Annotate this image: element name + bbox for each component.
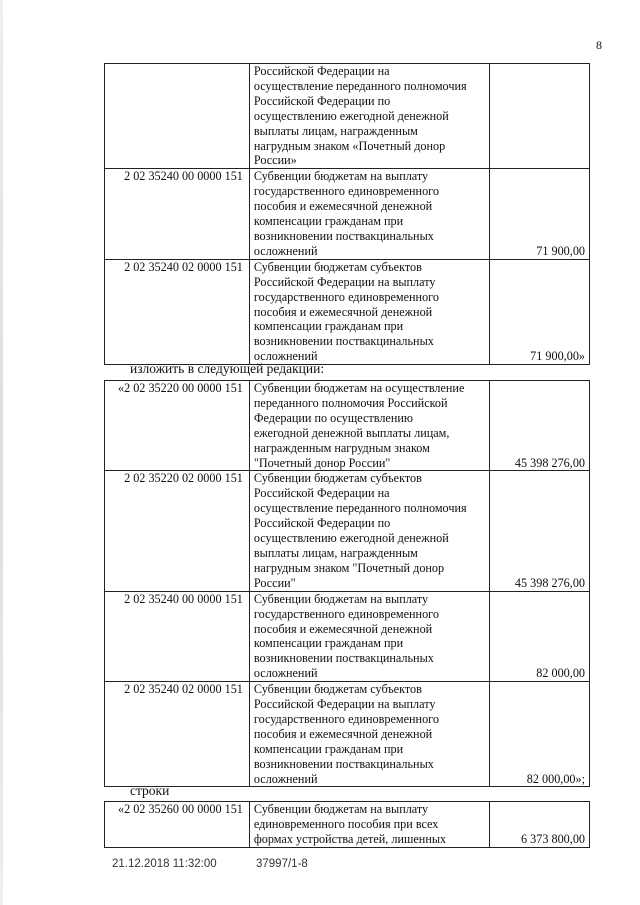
description-line: возникновении поствакцинальных — [253, 756, 434, 771]
description-line: Субвенции бюджетам на выплату — [253, 802, 429, 816]
budget-table-following-rows — [104, 801, 590, 848]
description-line: Российской Федерации на — [253, 486, 390, 501]
budget-description — [249, 169, 489, 259]
description-line: Российской Федерации по — [253, 93, 391, 108]
budget-description — [249, 64, 489, 169]
description-line: осуществлению ежегодной денежной — [253, 108, 449, 123]
description-line: возникновении поствакцинальных — [253, 228, 434, 243]
description-line: Субвенции бюджетам субъектов — [253, 259, 422, 274]
table-row — [105, 381, 590, 471]
table-row — [105, 471, 590, 591]
description-line: выплаты лицам, награжденным — [253, 123, 418, 138]
description-line: России» — [253, 153, 297, 168]
description-line: пособия и ежемесячной денежной — [253, 621, 433, 636]
description-line: Субвенции бюджетам на выплату — [253, 169, 429, 184]
budget-table-old-rows — [104, 63, 590, 365]
description-line: Субвенции бюджетам субъектов — [253, 682, 422, 697]
description-line: "Почетный донор России" — [253, 455, 391, 470]
description-line: осуществление переданного полномочия — [253, 501, 467, 516]
table-row — [105, 682, 590, 787]
description-line: выплаты лицам, награжденным — [253, 545, 418, 560]
description-line: формах устройства детей, лишенных — [253, 831, 447, 846]
budget-code: «2 02 35220 00 0000 151 — [105, 381, 250, 471]
budget-description — [249, 259, 489, 364]
description-line: компенсации гражданам при — [253, 214, 404, 229]
description-line: Российской Федерации по — [253, 516, 391, 531]
budget-code: 2 02 35240 00 0000 151 — [105, 169, 250, 259]
budget-code: «2 02 35260 00 0000 151 — [105, 802, 250, 848]
description-line: осложнений — [253, 243, 318, 258]
budget-table-new-rows — [104, 380, 590, 787]
description-line: Российской Федерации на выплату — [253, 274, 436, 289]
budget-amount: 71 900,00» — [490, 259, 590, 364]
description-line: осуществлению ежегодной денежной — [253, 531, 449, 546]
description-line: осложнений — [253, 349, 318, 364]
description-line: государственного единовременного — [253, 606, 439, 621]
footer-document-id: 37997/1-8 — [256, 858, 308, 870]
description-line: пособия и ежемесячной денежной — [253, 726, 433, 741]
description-line: компенсации гражданам при — [253, 319, 404, 334]
description-line: нагрудным знаком «Почетный донор — [253, 138, 446, 153]
description-line: России" — [253, 575, 296, 590]
budget-amount: 6 373 800,00 — [490, 802, 590, 848]
scan-edge — [0, 0, 3, 905]
description-line: пособия и ежемесячной денежной — [253, 304, 433, 319]
description-line: осуществление переданного полномочия — [253, 78, 467, 93]
table-row — [105, 64, 590, 169]
budget-amount — [490, 64, 590, 169]
description-line: Субвенции бюджетам субъектов — [253, 471, 422, 486]
budget-description — [249, 802, 489, 848]
rows-caption: строки — [130, 783, 170, 798]
description-line: единовременного пособия при всех — [253, 816, 439, 831]
description-line: Российской Федерации на — [253, 64, 390, 78]
amendment-caption: изложить в следующей редакции: — [130, 361, 325, 376]
description-line: награжденным нагрудным знаком — [253, 440, 430, 455]
description-line: Российской Федерации на выплату — [253, 697, 436, 712]
description-line: Субвенции бюджетам на осуществление — [253, 381, 465, 395]
budget-description — [249, 682, 489, 787]
description-line: Федерации по осуществлению — [253, 410, 413, 425]
description-line: Субвенции бюджетам на выплату — [253, 591, 429, 606]
budget-description — [249, 381, 489, 471]
description-line: пособия и ежемесячной денежной — [253, 199, 433, 214]
description-line: возникновении поствакцинальных — [253, 651, 434, 666]
description-line: переданного полномочия Российской — [253, 395, 448, 410]
budget-amount: 45 398 276,00 — [490, 471, 590, 591]
description-line: компенсации гражданам при — [253, 741, 404, 756]
description-line: осложнений — [253, 771, 318, 786]
description-line: нагрудным знаком "Почетный донор — [253, 560, 445, 575]
budget-code: 2 02 35240 02 0000 151 — [105, 682, 250, 787]
budget-amount: 71 900,00 — [490, 169, 590, 259]
budget-amount: 45 398 276,00 — [490, 381, 590, 471]
budget-code — [105, 64, 250, 169]
description-line: государственного единовременного — [253, 711, 439, 726]
description-line: ежегодной денежной выплаты лицам, — [253, 425, 450, 440]
budget-amount: 82 000,00»; — [490, 682, 590, 787]
budget-description — [249, 471, 489, 591]
table-row — [105, 259, 590, 364]
budget-code: 2 02 35240 02 0000 151 — [105, 259, 250, 364]
budget-amount: 82 000,00 — [490, 591, 590, 681]
description-line: возникновении поствакцинальных — [253, 334, 434, 349]
description-line: государственного единовременного — [253, 289, 439, 304]
budget-code: 2 02 35240 00 0000 151 — [105, 591, 250, 681]
table-row — [105, 169, 590, 259]
description-line: государственного единовременного — [253, 184, 439, 199]
budget-code: 2 02 35220 02 0000 151 — [105, 471, 250, 591]
description-line: осложнений — [253, 666, 318, 681]
budget-description — [249, 591, 489, 681]
footer-timestamp: 21.12.2018 11:32:00 — [112, 858, 217, 870]
table-row — [105, 802, 590, 848]
table-row — [105, 591, 590, 681]
description-line: компенсации гражданам при — [253, 636, 404, 651]
page-number: 8 — [596, 38, 602, 52]
